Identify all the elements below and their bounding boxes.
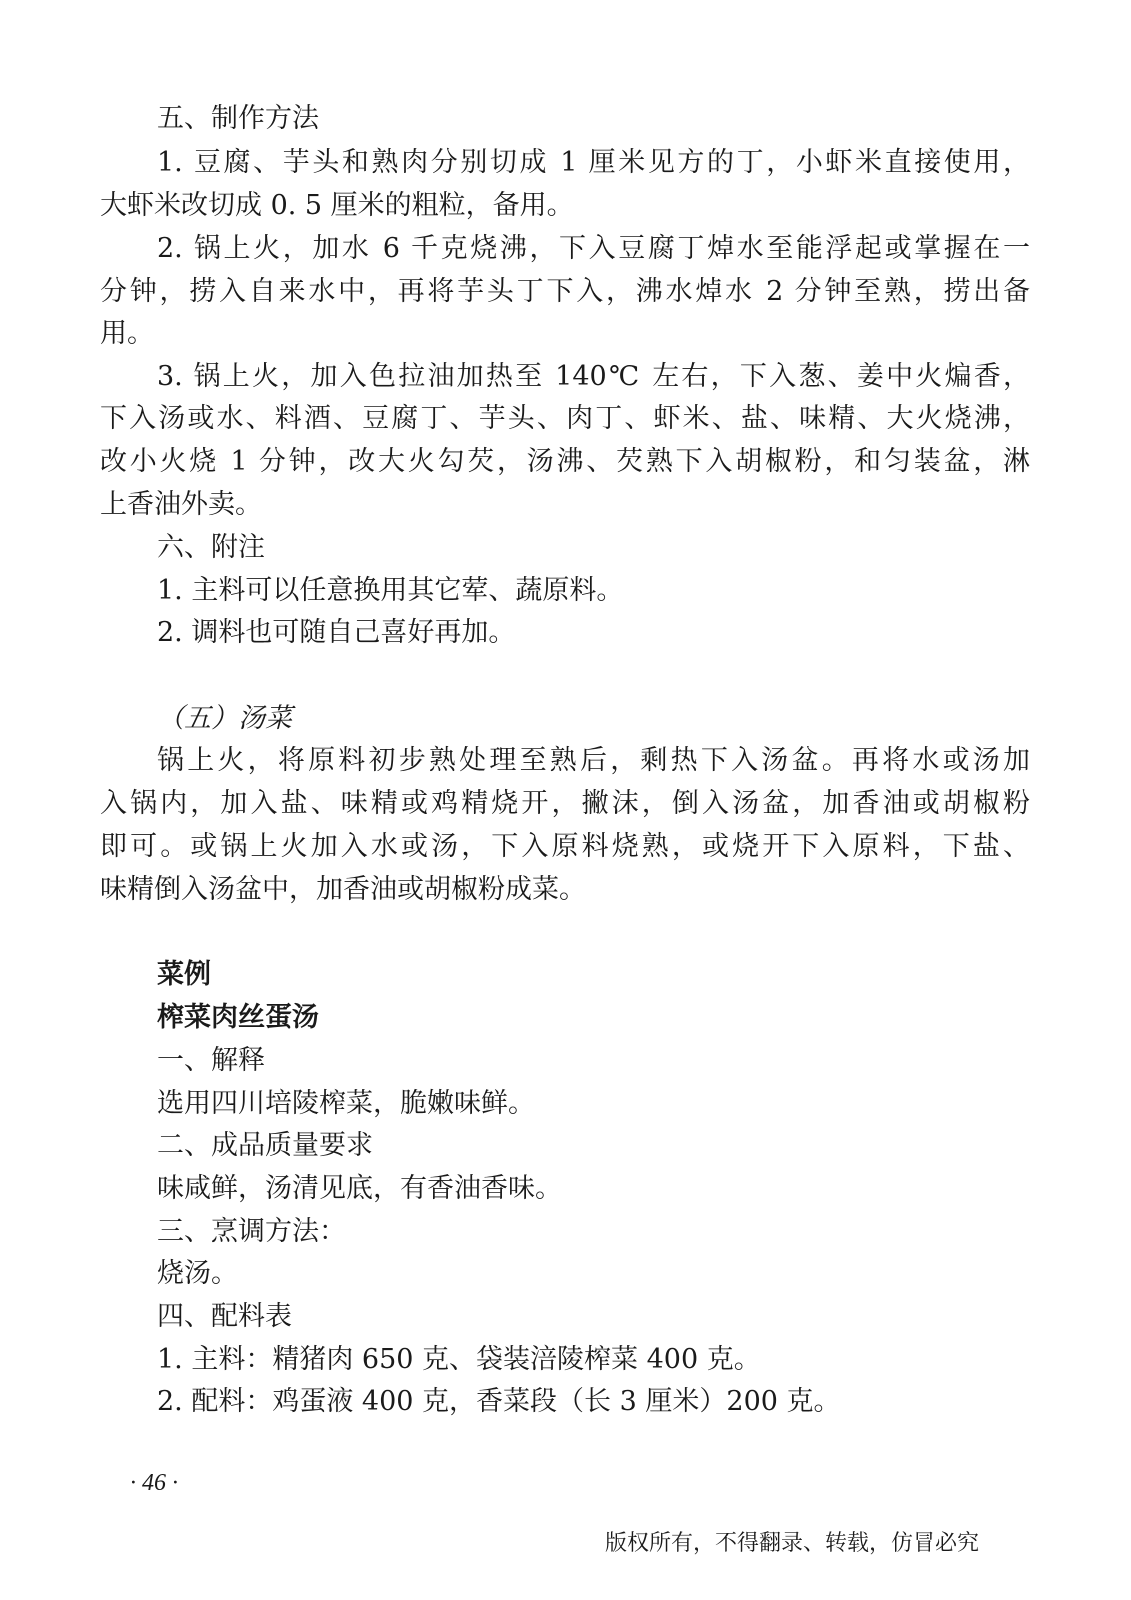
method-step-3-line-2: 下入汤或水、料酒、豆腐丁、芋头、肉丁、虾米、盐、味精、大火烧沸， (100, 403, 1030, 434)
method-step-3-line-3: 改小火烧 1 分钟，改大火勾芡，汤沸、芡熟下入胡椒粉，和匀装盆，淋 (100, 446, 1030, 477)
method-step-2-line-2: 分钟，捞入自来水中，再将芋头丁下入，沸水焯水 2 分钟至熟，捞出备 (100, 276, 1030, 307)
ingredient-item-2: 2. 配料：鸡蛋液 400 克，香菜段（长 3 厘米）200 克。 (157, 1386, 841, 1417)
dish-name: 榨菜肉丝蛋汤 (157, 1002, 319, 1033)
example-text-explanation: 选用四川培陵榨菜，脆嫩味鲜。 (157, 1088, 535, 1119)
note-2: 2. 调料也可随自己喜好再加。 (157, 617, 516, 648)
soup-paragraph-line-2: 入锅内，加入盐、味精或鸡精烧开，撇沫，倒入汤盆，加香油或胡椒粉 (100, 788, 1030, 819)
ingredient-item-1: 1. 主料：精猪肉 650 克、袋装涪陵榨菜 400 克。 (157, 1344, 761, 1375)
method-step-1-line-2: 大虾米改切成 0. 5 厘米的粗粒，备用。 (100, 190, 574, 221)
note-1: 1. 主料可以任意换用其它荤、蔬原料。 (157, 575, 624, 606)
method-step-3-line-1: 3. 锅上火，加入色拉油加热至 140℃ 左右，下入葱、姜中火煸香， (157, 361, 1030, 392)
example-heading-ingredients: 四、配料表 (157, 1301, 292, 1332)
soup-section-heading: （五）汤菜 (157, 703, 292, 734)
soup-paragraph-line-3: 即可。或锅上火加入水或汤，下入原料烧熟，或烧开下入原料，下盐、 (100, 831, 1030, 862)
example-heading-quality: 二、成品质量要求 (157, 1130, 373, 1161)
section-heading-notes: 六、附注 (157, 532, 265, 563)
method-step-2-line-3: 用。 (100, 318, 154, 349)
example-heading-cooking-method: 三、烹调方法： (157, 1216, 346, 1247)
example-heading-explanation: 一、解释 (157, 1045, 265, 1076)
section-heading-method: 五、制作方法 (157, 103, 319, 134)
example-label: 菜例 (157, 959, 211, 990)
copyright-notice: 版权所有，不得翻录、转载，仿冒必究 (605, 1531, 980, 1556)
soup-paragraph-line-4: 味精倒入汤盆中，加香油或胡椒粉成菜。 (100, 874, 586, 905)
page-number: · 46 · (130, 1470, 178, 1496)
example-text-cooking-method: 烧汤。 (157, 1258, 238, 1289)
example-text-quality: 味咸鲜，汤清见底，有香油香味。 (157, 1173, 562, 1204)
soup-paragraph-line-1: 锅上火，将原料初步熟处理至熟后，剩热下入汤盆。再将水或汤加 (157, 745, 1030, 776)
method-step-2-line-1: 2. 锅上火，加水 6 千克烧沸，下入豆腐丁焯水至能浮起或掌握在一 (157, 233, 1030, 264)
method-step-3-line-4: 上香油外卖。 (100, 489, 262, 520)
method-step-1-line-1: 1. 豆腐、芋头和熟肉分别切成 1 厘米见方的丁，小虾米直接使用， (157, 147, 1030, 178)
